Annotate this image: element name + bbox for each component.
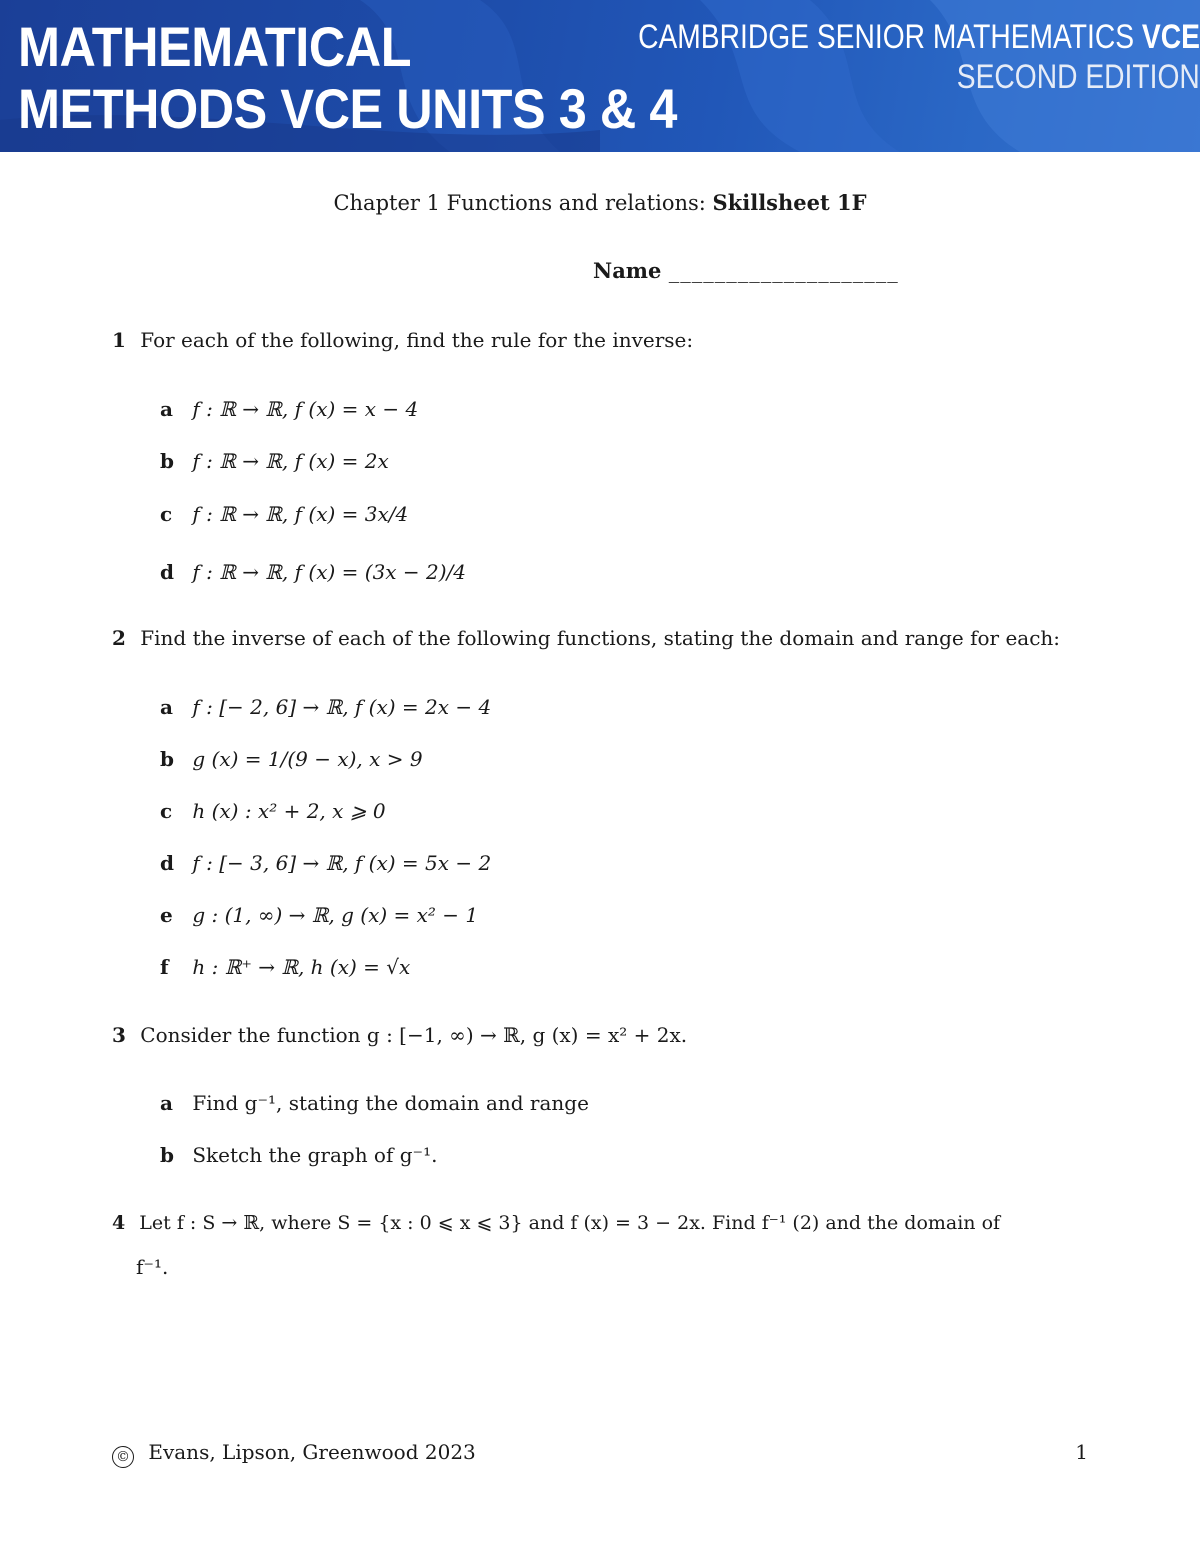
page-number: 1 [1075, 1440, 1088, 1464]
part-expression: f : ℝ → ℝ, f (x) = 3x/4 [192, 502, 409, 526]
question-4 [112, 1212, 1000, 1234]
series-name [638, 18, 1200, 57]
question-number: 1 [112, 328, 126, 352]
part-label: d [160, 851, 174, 875]
banner-title-line2: METHODS VCE UNITS 3 & 4 [18, 77, 677, 140]
part-expression: Find g⁻¹, stating the domain and range [192, 1091, 589, 1115]
skillsheet-title: Skillsheet 1F [712, 190, 867, 215]
part-label: a [160, 1091, 173, 1115]
question-number: 3 [112, 1023, 126, 1047]
question-number: 4 [112, 1212, 126, 1234]
part-expression: f : ℝ → ℝ, f (x) = 2x [192, 449, 389, 473]
question-3 [112, 1023, 687, 1047]
part-expression: f : [− 3, 6] → ℝ, f (x) = 5x − 2 [192, 851, 492, 875]
part-expression: h (x) : x² + 2, x ⩾ 0 [192, 799, 386, 823]
header-banner [0, 0, 1200, 152]
part-expression: f : ℝ → ℝ, f (x) = (3x − 2)/4 [192, 560, 467, 584]
banner-title-line1: MATHEMATICAL [18, 15, 412, 78]
name-label: Name [593, 258, 662, 283]
page-title [0, 190, 1200, 215]
question-text: Find the inverse of each of the following functions, stating the domain and range for each: [140, 626, 1061, 650]
question-2-part-c [160, 799, 386, 823]
question-1 [112, 328, 693, 352]
part-expression: f : [− 2, 6] → ℝ, f (x) = 2x − 4 [192, 695, 492, 719]
edition-label: SECOND EDITION [956, 58, 1200, 96]
question-2 [112, 626, 1060, 650]
question-1-part-d [160, 560, 466, 584]
part-expression: f : ℝ → ℝ, f (x) = x − 4 [192, 397, 419, 421]
part-expression: g (x) = 1/(9 − x), x > 9 [192, 747, 423, 771]
question-3-part-b [160, 1143, 437, 1167]
footer-authors: Evans, Lipson, Greenwood 2023 [148, 1440, 476, 1464]
part-label: b [160, 449, 174, 473]
question-text: Let f : S → ℝ, where S = {x : 0 ⩽ x ⩽ 3} and f (x) = 3 − 2x. Find f⁻¹ (2) and the domain of [139, 1212, 1001, 1234]
series-suffix: VCE [1141, 18, 1200, 56]
question-2-part-e [160, 903, 478, 927]
question-text: For each of the following, find the rule for the inverse: [140, 328, 694, 352]
part-expression: g : (1, ∞) → ℝ, g (x) = x² − 1 [192, 903, 479, 927]
part-label: b [160, 1143, 174, 1167]
part-label: b [160, 747, 174, 771]
question-3-part-a [160, 1091, 589, 1115]
part-label: c [160, 502, 173, 526]
question-4-continuation: f⁻¹. [136, 1255, 169, 1279]
part-label: d [160, 560, 174, 584]
name-field[interactable] [593, 258, 899, 283]
question-1-part-a [160, 397, 418, 421]
question-text: Consider the function g : [−1, ∞) → ℝ, g (x) = x² + 2x. [140, 1023, 688, 1047]
footer-copyright [112, 1440, 476, 1468]
part-expression: Sketch the graph of g⁻¹. [192, 1143, 438, 1167]
copyright-icon: © [112, 1446, 134, 1468]
chapter-title: Chapter 1 Functions and relations: [333, 191, 706, 215]
name-blank: ____________________ [668, 259, 899, 283]
question-2-part-d [160, 851, 491, 875]
part-expression: h : ℝ⁺ → ℝ, h (x) = √x [192, 955, 411, 979]
question-2-part-a [160, 695, 491, 719]
question-1-part-b [160, 449, 389, 473]
question-number: 2 [112, 626, 126, 650]
question-2-part-b [160, 747, 423, 771]
series-prefix: CAMBRIDGE SENIOR MATHEMATICS [638, 18, 1135, 56]
part-label: a [160, 695, 173, 719]
part-label: e [160, 903, 173, 927]
question-2-part-f [160, 955, 410, 979]
part-label: c [160, 799, 173, 823]
part-label: a [160, 397, 173, 421]
question-1-part-c [160, 502, 408, 526]
part-label: f [160, 955, 169, 979]
